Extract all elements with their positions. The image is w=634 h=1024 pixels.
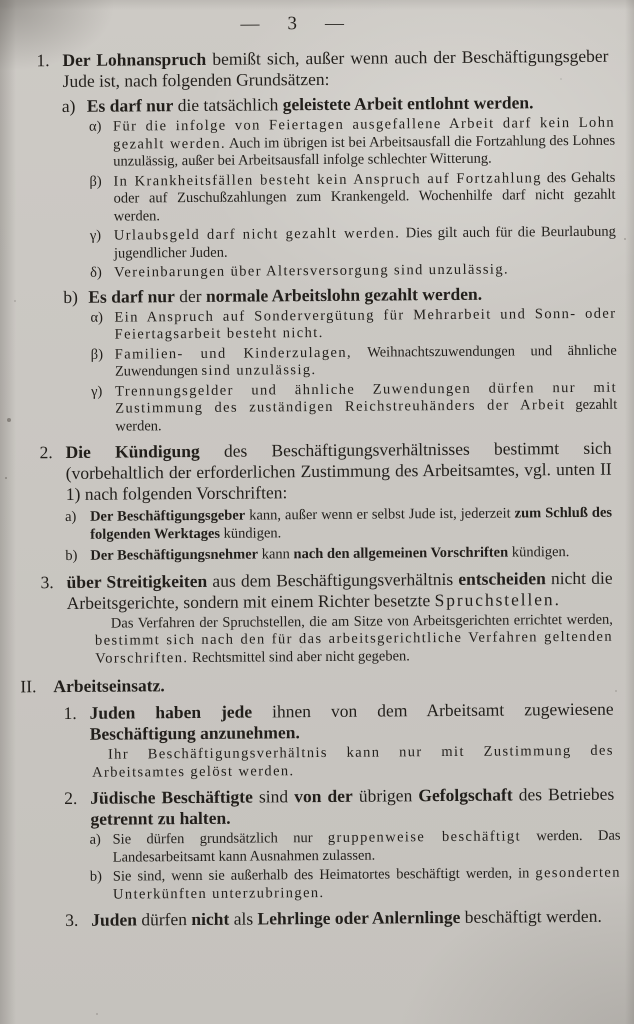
item-I-1-a <box>61 92 609 117</box>
text-segment: Es darf nur <box>88 285 175 307</box>
item-II-3 <box>65 905 615 931</box>
text-segment: Urlaubsgeld darf nicht gezahlt werden. <box>113 225 401 244</box>
text-segment: getrennt zu halten. <box>90 807 231 829</box>
text-segment: nicht die Arbeitsgerichte, sondern mit einem Richter besetzte <box>66 567 613 613</box>
item-I-2-a <box>64 504 613 544</box>
text-segment: kann, außer wenn er selbst Jude ist, jederzeit <box>245 505 515 524</box>
item-marker: b) <box>89 868 103 885</box>
item-I-1-b-alpha <box>90 305 617 344</box>
text-segment: bestimmt sich nach den für das arbeitsgerichtliche Verfahren geltenden Vorschriften. <box>94 628 614 667</box>
text-segment: übrigen <box>352 785 419 806</box>
item-I-3 <box>40 567 613 613</box>
item-marker: b) <box>63 286 78 307</box>
item-II-2-a <box>89 827 621 867</box>
item-II-2-b <box>89 864 621 904</box>
text-segment: Es darf nur <box>86 95 174 116</box>
text-segment: beschäftigt werden. <box>460 905 602 927</box>
text-segment: Juden <box>91 909 138 930</box>
item-II-2 <box>64 783 615 830</box>
text-segment: über Streitigkeiten <box>66 570 208 592</box>
item-marker: 2. <box>39 442 53 463</box>
item-II-1 <box>63 698 614 745</box>
item-I-1-a-beta <box>89 169 616 225</box>
text-segment: sind unzulässig. <box>201 362 317 379</box>
item-marker: b) <box>65 547 78 564</box>
item-marker: a) <box>64 508 77 525</box>
text-segment: kündigen. <box>219 524 282 542</box>
header-dash-right: — <box>324 12 345 34</box>
text-segment: Spruchstellen. <box>434 588 561 610</box>
note-I-3 <box>95 611 613 668</box>
text-segment: In Krankheitsfällen besteht kein Anspruch auf Fortzahlung <box>113 169 542 190</box>
text-segment: Weihnachtszuwendungen und ähnliche Zuwendungen <box>114 342 617 380</box>
item-marker: II. <box>20 676 37 697</box>
text-segment: die tatsächlich <box>173 94 283 116</box>
text-segment: Trennungsgelder und ähnliche Zuwendungen dürfen nur mit Zustimmung des zuständigen Reichstreuhänders der Arbeit <box>115 379 618 417</box>
text-segment: Das Verfahren der Spruchstellen, die am Sitze von Arbeitsgerichten errichtet werden, <box>110 611 613 632</box>
text-segment: Sie sind, wenn sie außerhalb des Heimatortes beschäftigt werden, in <box>112 865 536 885</box>
item-marker: 1. <box>63 702 77 724</box>
text-segment: kann <box>257 546 294 563</box>
text-segment: Lehrlinge oder Anlernlinge <box>257 906 461 929</box>
item-I-1-b-beta <box>90 342 617 381</box>
item-marker: 3. <box>65 909 79 931</box>
text-segment: Vereinbarungen über Altersversorgung sind unzulässig. <box>114 261 510 281</box>
text-segment: des Betriebes <box>512 783 615 805</box>
text-segment: des Beschäftigungsverhältnisses bestimmt sich (vorbehaltlich der erforderlichen Zustimmung des Arbeitsamtes, vgl. unten II 1) nach folgenden Vorschriften: <box>65 437 612 504</box>
item-I-1-b <box>63 282 610 307</box>
text-segment: kündigen. <box>508 544 570 561</box>
text-segment: dürfen <box>136 909 192 930</box>
text-segment: Der Beschäftigungsgeber <box>89 507 246 525</box>
item-marker: α) <box>88 118 102 135</box>
header-dash-left: — <box>240 13 260 35</box>
text-segment: von der <box>294 785 353 807</box>
section-II-heading <box>20 672 613 697</box>
item-I-1 <box>36 45 609 92</box>
text-segment: Sie dürfen grundsätzlich nur <box>112 829 328 848</box>
item-marker: a) <box>61 95 76 117</box>
item-marker: γ) <box>91 383 103 400</box>
item-I-1-a-delta <box>90 261 616 282</box>
text-segment: werden. Das Landesarbeitsamt kann Ausnahmen zulassen. <box>112 827 621 866</box>
document-body <box>0 46 634 932</box>
text-segment: Juden haben jede <box>89 701 253 723</box>
text-segment: Ein Anspruch auf Sondervergütung für Mehrarbeit und Sonn- oder Feiertagsarbeit besteht nicht. <box>114 305 617 343</box>
item-marker: 2. <box>64 787 78 809</box>
item-marker: γ) <box>89 227 102 244</box>
text-segment: Die Kündigung <box>65 440 200 462</box>
item-marker: a) <box>89 831 101 848</box>
note-II-1 <box>92 743 614 782</box>
text-segment: gesonderten Unterkünften unterzubringen. <box>112 864 621 903</box>
text-segment: der <box>174 285 207 306</box>
item-marker: δ) <box>90 264 102 281</box>
text-segment: normale Arbeitslohn gezahlt werden. <box>205 283 483 306</box>
item-marker: 3. <box>40 571 54 592</box>
text-segment: als <box>229 908 258 929</box>
text-segment: Arbeitseinsatz. <box>53 675 165 697</box>
text-segment: Der Beschäftigungsnehmer <box>90 546 259 564</box>
item-marker: β) <box>90 346 104 363</box>
item-marker: 1. <box>36 50 50 71</box>
item-I-1-a-gamma <box>89 223 616 263</box>
text-segment: nach den allgemeinen Vorschriften <box>293 544 509 563</box>
text-segment: Rechtsmittel sind aber nicht gegeben. <box>188 647 410 666</box>
page-number: 3 <box>287 13 298 35</box>
text-segment: zum Schluß des folgenden Werktages <box>90 504 613 543</box>
text-segment: gruppenweise beschäftigt <box>327 828 522 846</box>
text-segment: sind <box>252 786 295 807</box>
text-segment: nicht <box>191 908 230 930</box>
text-segment: Für die infolge von Feiertagen ausgefallene Arbeit darf kein Lohn gezahlt werden. <box>112 114 616 153</box>
item-marker: α) <box>90 309 103 326</box>
item-I-2 <box>39 437 612 505</box>
text-segment: ihnen von dem Arbeitsamt zugewiesene <box>252 698 614 722</box>
text-segment: Gefolgschaft <box>418 784 513 806</box>
text-segment: aus dem Beschäftigungsverhältnis <box>207 568 459 591</box>
item-marker: β) <box>89 173 102 190</box>
text-segment: Der Lohnanspruch <box>62 48 207 71</box>
text-segment: Ihr Beschäftigungsverhältnis kann nur mit Zustimmung des Arbeitsamtes gelöst werden. <box>91 742 614 781</box>
text-segment: entscheiden <box>458 567 546 589</box>
item-I-2-b <box>65 544 612 566</box>
text-segment: gezahlt werden. <box>115 396 618 435</box>
text-segment: Beschäftigung anzunehmen. <box>89 722 300 744</box>
item-I-1-b-gamma <box>91 379 618 435</box>
text-segment: Familien- und Kinderzulagen, <box>114 344 353 363</box>
text-segment: bemißt sich, außer wenn auch der Beschäftigungsgeber Jude ist, nach folgenden Grundsätzen: <box>62 45 609 91</box>
text-segment: Dies gilt auch für die Beurlaubung jugendlicher Juden. <box>113 223 616 262</box>
page-header <box>0 11 609 38</box>
item-I-1-a-alpha <box>88 114 616 171</box>
text-segment: Auch im übrigen ist bei Arbeitsausfall die Fortzahlung des Lohnes unzulässig, außer bei Arbeitsausfall infolge schlechter Witterung. <box>113 132 616 170</box>
text-segment: des Gehalts oder auf Zuschußzahlungen zum Krankengeld. Wochenhilfe darf nicht gezahlt werden. <box>113 169 616 225</box>
text-segment: geleistete Arbeit entlohnt werden. <box>282 92 534 115</box>
text-segment: Jüdische Beschäftigte <box>90 786 253 808</box>
